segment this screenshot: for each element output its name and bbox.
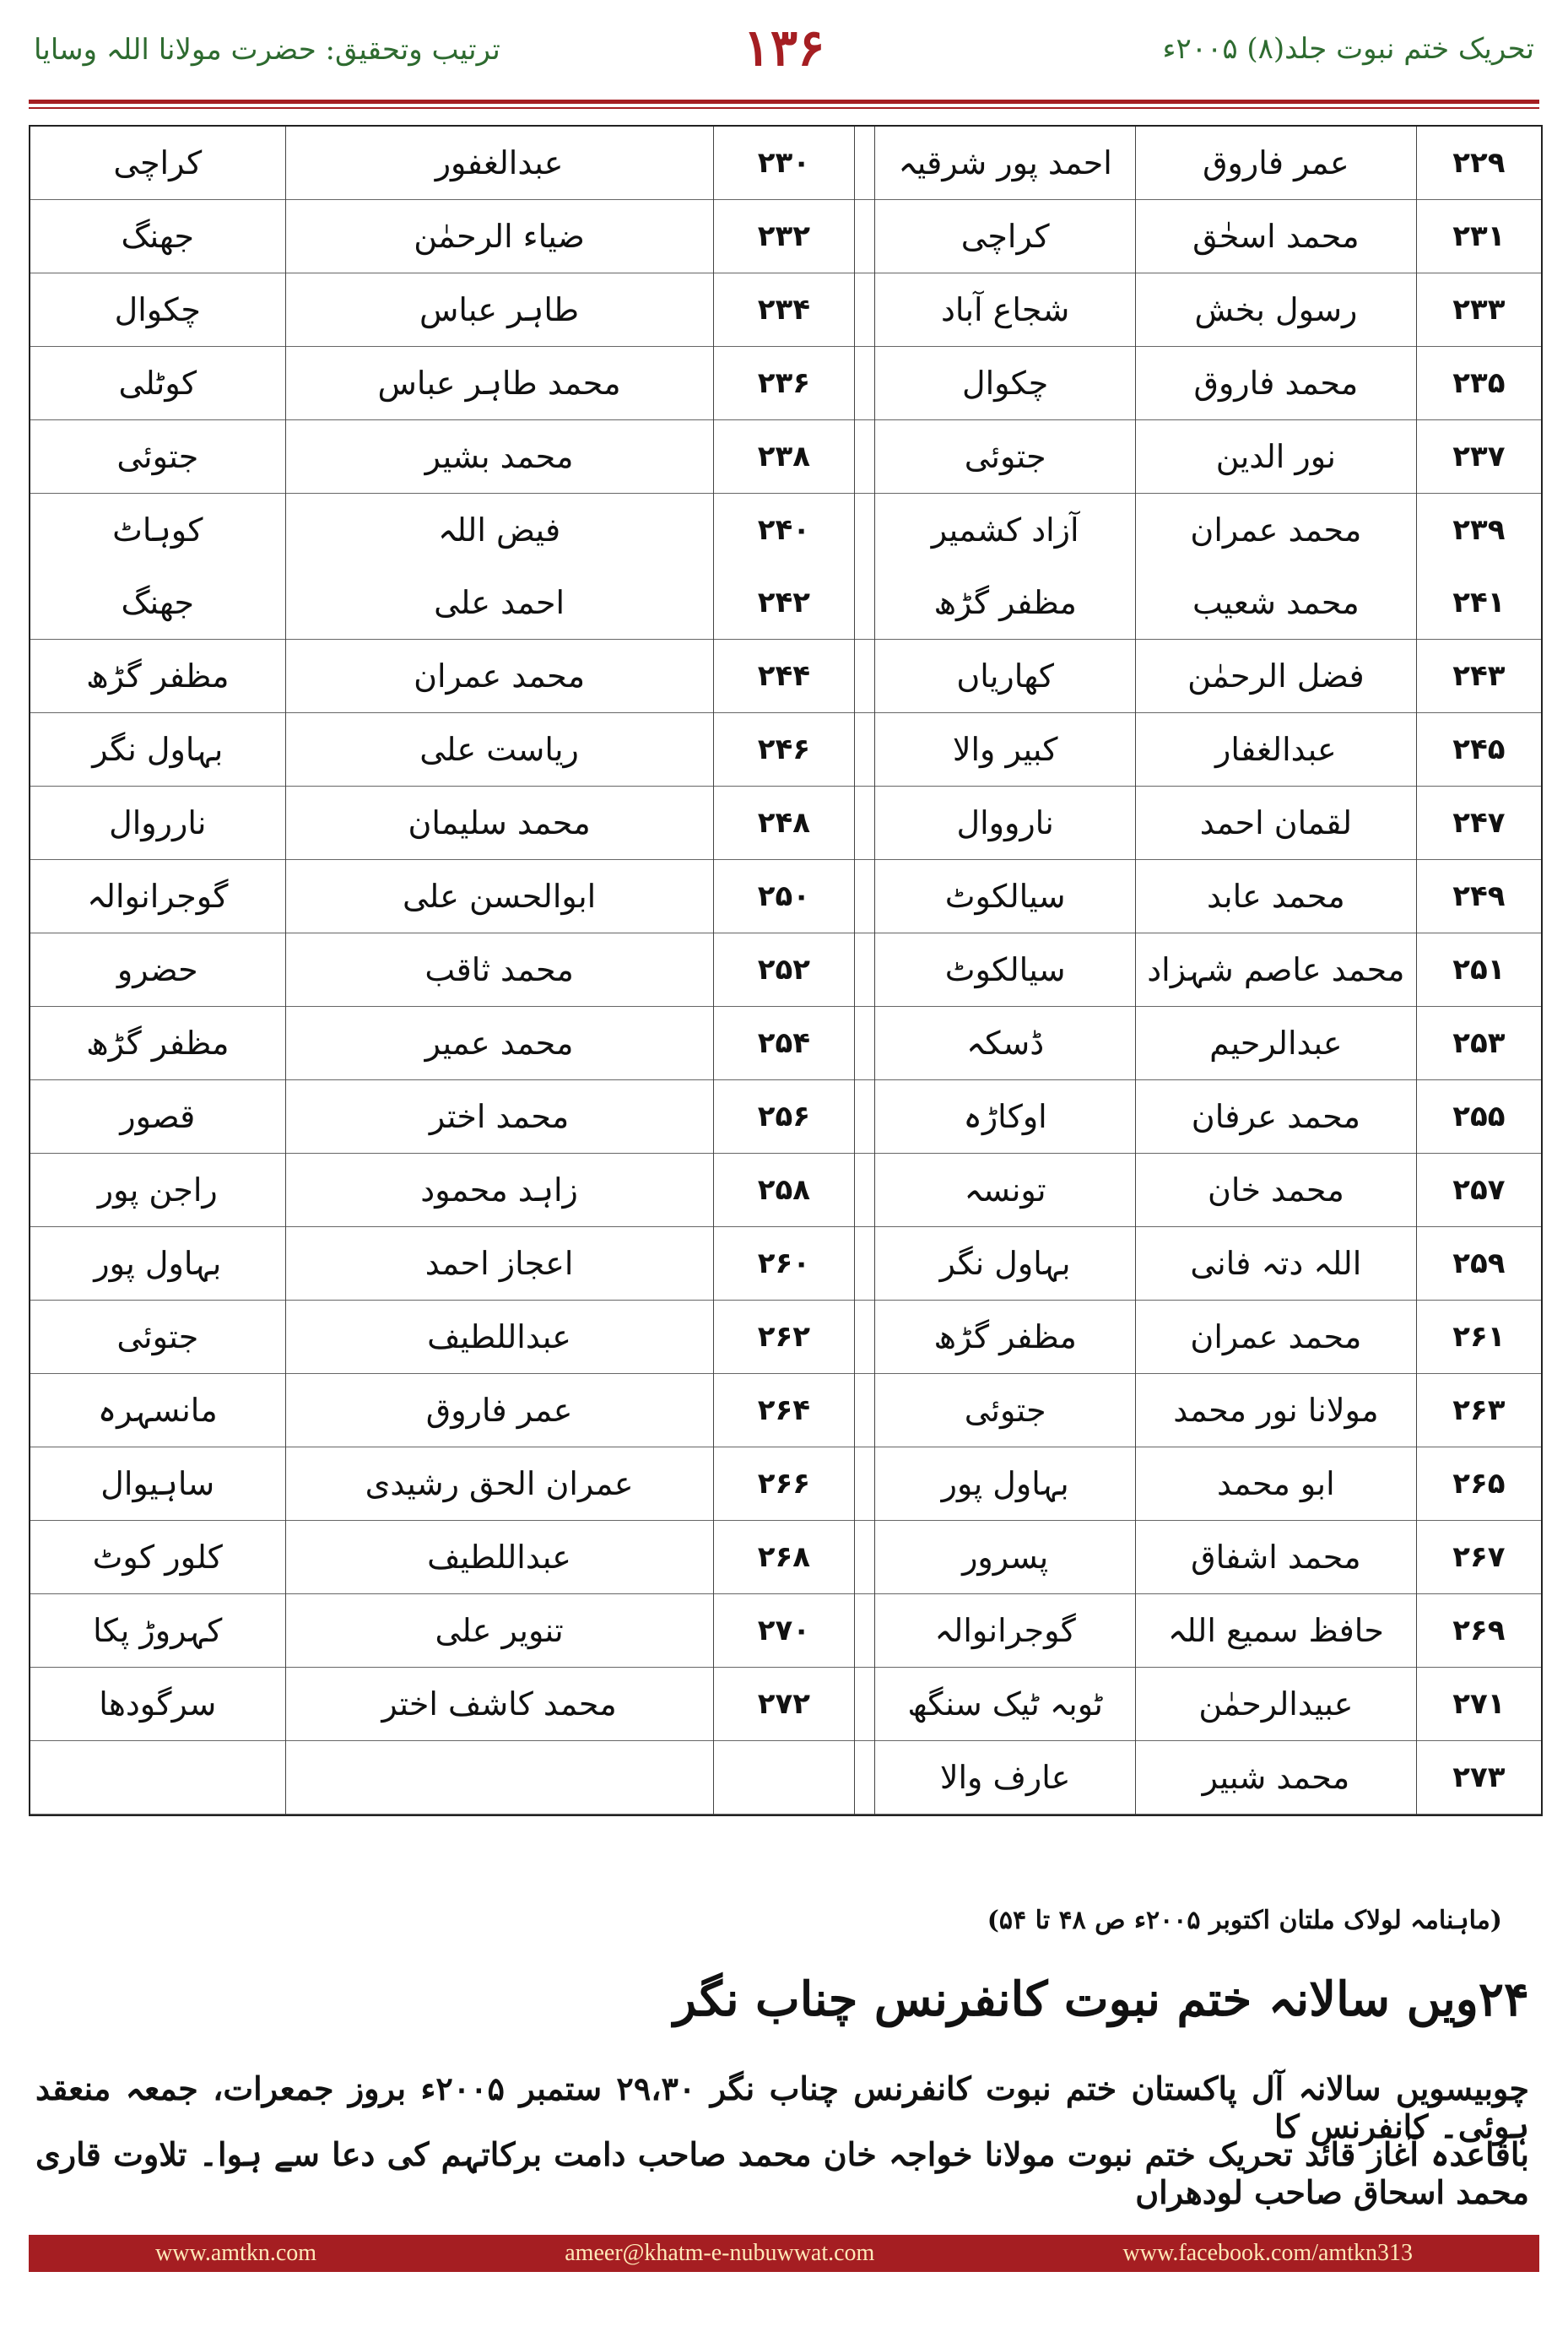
serial-cell: ۲۴۰: [713, 494, 855, 567]
place-cell: قصور: [30, 1080, 285, 1154]
gap-cell: [855, 1080, 875, 1154]
table-row: [30, 1741, 1541, 1815]
serial-cell: محمد عمیر: [285, 1007, 713, 1080]
gap-cell: [855, 566, 875, 640]
serial-cell: ۲۳۶: [713, 347, 855, 420]
serial-cell: محمد ثاقب: [285, 933, 713, 1007]
table-row: [30, 420, 1541, 494]
serial-cell: محمد عابد: [1135, 860, 1416, 933]
serial-cell: [285, 1741, 713, 1815]
place-cell: کوہاٹ: [30, 494, 285, 567]
footer-bar: [29, 2235, 1539, 2272]
place-cell: ڈسکہ: [875, 1007, 1136, 1080]
section-heading: ۲۴ویں سالانہ ختم نبوت کانفرنس چناب نگر: [673, 1971, 1529, 2027]
table-row: [30, 787, 1541, 860]
serial-cell: اعجاز احمد: [285, 1227, 713, 1301]
place-cell: کبیر والا: [875, 713, 1136, 787]
names-table: [29, 125, 1543, 1816]
place-cell: جھنگ: [30, 200, 285, 273]
serial-cell: ۲۴۱: [1452, 586, 1506, 619]
table-row: [30, 494, 1541, 567]
place-cell: کراچی: [875, 200, 1136, 273]
place-cell: کلور کوٹ: [30, 1521, 285, 1594]
header-rule-thin: [29, 107, 1539, 109]
serial-cell: ۲۶۳: [1452, 1393, 1506, 1427]
serial-cell: عبدالغفار: [1135, 713, 1416, 787]
serial-cell: عبداللطیف: [285, 1521, 713, 1594]
table-row: [30, 933, 1541, 1007]
serial-cell: عبدالرحیم: [1135, 1007, 1416, 1080]
serial-cell: ۲۵۰: [713, 860, 855, 933]
table-row: [30, 1301, 1541, 1374]
serial-cell: ۲۶۶: [713, 1447, 855, 1521]
serial-cell: ابوالحسن علی: [285, 860, 713, 933]
serial-cell: ابو محمد: [1135, 1447, 1416, 1521]
serial-cell: محمد عرفان: [1135, 1080, 1416, 1154]
table-row: [30, 1594, 1541, 1668]
serial-cell: تنویر علی: [285, 1594, 713, 1668]
place-cell: جتوئی: [875, 420, 1136, 494]
footer-facebook-link[interactable]: www.facebook.com/amtkn313: [1122, 2240, 1413, 2266]
serial-cell: ضیاء الرحمٰن: [285, 200, 713, 273]
serial-cell: ۲۵۱: [1452, 953, 1506, 987]
gap-cell: [855, 1007, 875, 1080]
serial-cell: مولانا نور محمد: [1135, 1374, 1416, 1447]
serial-cell: ۲۳۷: [1452, 440, 1506, 473]
place-cell: گوجرانوالہ: [875, 1594, 1136, 1668]
serial-cell: اللہ دتہ فانی: [1135, 1227, 1416, 1301]
table-row: [30, 1154, 1541, 1227]
place-cell: مظفر گڑھ: [875, 566, 1136, 640]
gap-cell: [855, 1447, 875, 1521]
serial-cell: ۲۶۸: [713, 1521, 855, 1594]
gap-cell: [855, 1521, 875, 1594]
place-cell: کراچی: [30, 127, 285, 200]
place-cell: راجن پور: [30, 1154, 285, 1227]
serial-cell: [713, 1741, 855, 1815]
serial-cell: طاہر عباس: [285, 273, 713, 347]
gap-cell: [855, 347, 875, 420]
serial-cell: ۲۳۲: [713, 200, 855, 273]
table-row: [30, 1227, 1541, 1301]
gap-cell: [855, 1594, 875, 1668]
table-row: [30, 127, 1541, 200]
table-row: [30, 200, 1541, 273]
serial-cell: ۲۷۱: [1452, 1687, 1506, 1721]
place-cell: چکوال: [875, 347, 1136, 420]
serial-cell: محمد اشفاق: [1135, 1521, 1416, 1594]
place-cell: جتوئی: [30, 1301, 285, 1374]
place-cell: پسرور: [875, 1521, 1136, 1594]
serial-cell: محمد بشیر: [285, 420, 713, 494]
serial-cell: محمد شعیب: [1135, 566, 1416, 640]
serial-cell: محمد شبیر: [1135, 1741, 1416, 1815]
gap-cell: [855, 1154, 875, 1227]
serial-cell: محمد فاروق: [1135, 347, 1416, 420]
header-book-title: تحریک ختم نبوت جلد(۸) ۲۰۰۵ء: [1162, 32, 1534, 66]
place-cell: مانسہرہ: [30, 1374, 285, 1447]
place-cell: شجاع آباد: [875, 273, 1136, 347]
gap-cell: [855, 933, 875, 1007]
place-cell: کہروڑ پکا: [30, 1594, 285, 1668]
place-cell: چکوال: [30, 273, 285, 347]
serial-cell: عبیدالرحمٰن: [1135, 1668, 1416, 1741]
serial-cell: محمد کاشف اختر: [285, 1668, 713, 1741]
serial-cell: ۲۳۳: [1452, 293, 1506, 327]
serial-cell: ۲۴۶: [713, 713, 855, 787]
gap-cell: [855, 127, 875, 200]
serial-cell: ۲۵۸: [713, 1154, 855, 1227]
serial-cell: ۲۳۸: [713, 420, 855, 494]
page-header: [0, 0, 1568, 101]
table-row: [30, 566, 1541, 640]
place-cell: تونسہ: [875, 1154, 1136, 1227]
serial-cell: ۲۴۵: [1452, 733, 1506, 766]
table-row: [30, 860, 1541, 933]
place-cell: بہاول نگر: [30, 713, 285, 787]
serial-cell: محمد عمران: [285, 640, 713, 713]
source-citation: (ماہنامہ لولاک ملتان اکتوبر ۲۰۰۵ء ص ۴۸ تا ۵۴): [987, 1906, 1502, 1935]
gap-cell: [855, 713, 875, 787]
gap-cell: [855, 1374, 875, 1447]
serial-cell: عمر فاروق: [285, 1374, 713, 1447]
serial-cell: محمد سلیمان: [285, 787, 713, 860]
serial-cell: ۲۶۱: [1452, 1320, 1506, 1354]
serial-cell: ۲۶۹: [1452, 1614, 1506, 1647]
serial-cell: ۲۳۵: [1452, 366, 1506, 400]
place-cell: سیالکوٹ: [875, 860, 1136, 933]
serial-cell: محمد خان: [1135, 1154, 1416, 1227]
serial-cell: ۲۴۸: [713, 787, 855, 860]
serial-cell: محمد طاہر عباس: [285, 347, 713, 420]
serial-cell: ۲۴۲: [713, 566, 855, 640]
serial-cell: محمد اسحٰق: [1135, 200, 1416, 273]
place-cell: سرگودھا: [30, 1668, 285, 1741]
place-cell: ٹوبہ ٹیک سنگھ: [875, 1668, 1136, 1741]
table-row: [30, 713, 1541, 787]
serial-cell: حافظ سمیع اللہ: [1135, 1594, 1416, 1668]
serial-cell: ۲۳۹: [1452, 513, 1506, 547]
serial-cell: ۲۶۴: [713, 1374, 855, 1447]
serial-cell: رسول بخش: [1135, 273, 1416, 347]
serial-cell: عمر فاروق: [1135, 127, 1416, 200]
serial-cell: ۲۵۳: [1452, 1026, 1506, 1060]
footer-email-link[interactable]: ameer@khatm-e-nubuwwat.com: [565, 2240, 875, 2266]
table-row: [30, 1007, 1541, 1080]
gap-cell: [855, 273, 875, 347]
table-row: [30, 1374, 1541, 1447]
place-cell: جھنگ: [30, 566, 285, 640]
serial-cell: عبداللطیف: [285, 1301, 713, 1374]
place-cell: بہاول پور: [30, 1227, 285, 1301]
serial-cell: ۲۵۷: [1452, 1173, 1506, 1207]
gap-cell: [855, 1301, 875, 1374]
serial-cell: ریاست علی: [285, 713, 713, 787]
gap-cell: [855, 860, 875, 933]
gap-cell: [855, 494, 875, 567]
serial-cell: نور الدین: [1135, 420, 1416, 494]
serial-cell: محمد عمران: [1135, 1301, 1416, 1374]
serial-cell: عبدالغفور: [285, 127, 713, 200]
serial-cell: ۲۵۲: [713, 933, 855, 1007]
serial-cell: ۲۵۹: [1452, 1247, 1506, 1280]
serial-cell: ۲۴۹: [1452, 879, 1506, 913]
serial-cell: ۲۴۳: [1452, 659, 1506, 693]
place-cell: گوجرانوالہ: [30, 860, 285, 933]
place-cell: حضرو: [30, 933, 285, 1007]
place-cell: کوٹلی: [30, 347, 285, 420]
table-row: [30, 1668, 1541, 1741]
serial-cell: ۲۳۴: [713, 273, 855, 347]
serial-cell: زاہد محمود: [285, 1154, 713, 1227]
table-row: [30, 347, 1541, 420]
gap-cell: [855, 640, 875, 713]
place-cell: بہاول نگر: [875, 1227, 1136, 1301]
serial-cell: ۲۷۳: [1452, 1761, 1506, 1794]
serial-cell: ۲۵۵: [1452, 1100, 1506, 1133]
table-row: [30, 640, 1541, 713]
serial-cell: لقمان احمد: [1135, 787, 1416, 860]
table-row: [30, 1521, 1541, 1594]
serial-cell: ۲۳۱: [1452, 219, 1506, 253]
place-cell: سیالکوٹ: [875, 933, 1136, 1007]
table-row: [30, 273, 1541, 347]
place-cell: مظفر گڑھ: [875, 1301, 1136, 1374]
gap-cell: [855, 1741, 875, 1815]
place-cell: عارف والا: [875, 1741, 1136, 1815]
serial-cell: ۲۷۲: [713, 1668, 855, 1741]
gap-cell: [855, 420, 875, 494]
header-rule: [29, 100, 1539, 104]
serial-cell: ۲۵۴: [713, 1007, 855, 1080]
serial-cell: ۲۷۰: [713, 1594, 855, 1668]
serial-cell: ۲۶۲: [713, 1301, 855, 1374]
table-row: [30, 1447, 1541, 1521]
place-cell: مظفر گڑھ: [30, 1007, 285, 1080]
serial-cell: محمد اختر: [285, 1080, 713, 1154]
place-cell: نارروال: [30, 787, 285, 860]
footer-site-link[interactable]: www.amtkn.com: [155, 2240, 317, 2266]
table-row: [30, 1080, 1541, 1154]
place-cell: [30, 1741, 285, 1815]
paragraph-line-2: باقاعدہ آغاز قائد تحریک ختم نبوت مولانا خواجہ خان محمد صاحب دامت برکاتہم کی دعا سے ہوا۔ تلاوت قاری محمد اسحاق صاحب لودھراں: [35, 2135, 1529, 2211]
place-cell: مظفر گڑھ: [30, 640, 285, 713]
serial-cell: عمران الحق رشیدی: [285, 1447, 713, 1521]
place-cell: جتوئی: [875, 1374, 1136, 1447]
serial-cell: محمد عمران: [1135, 494, 1416, 567]
place-cell: نارووال: [875, 787, 1136, 860]
serial-cell: فیض اللہ: [285, 494, 713, 567]
page-number: ۱۳۶: [743, 19, 825, 78]
serial-cell: ۲۶۷: [1452, 1540, 1506, 1574]
serial-cell: ۲۴۷: [1452, 806, 1506, 840]
gap-cell: [855, 787, 875, 860]
gap-cell: [855, 1668, 875, 1741]
serial-cell: ۲۳۰: [713, 127, 855, 200]
place-cell: جتوئی: [30, 420, 285, 494]
place-cell: ساہیوال: [30, 1447, 285, 1521]
gap-cell: [855, 1227, 875, 1301]
paragraph-line-1: چوبیسویں سالانہ آل پاکستان ختم نبوت کانفرنس چناب نگر ۲۹،۳۰ ستمبر ۲۰۰۵ء بروز جمعرات، جمعہ منعقد ہوئی۔ کانفرنس کا: [35, 2069, 1530, 2145]
serial-cell: ۲۵۶: [713, 1080, 855, 1154]
place-cell: اوکاڑہ: [875, 1080, 1136, 1154]
serial-cell: ۲۶۰: [713, 1227, 855, 1301]
place-cell: بہاول پور: [875, 1447, 1136, 1521]
serial-cell: محمد عاصم شہزاد: [1135, 933, 1416, 1007]
serial-cell: احمد علی: [285, 566, 713, 640]
serial-cell: ۲۶۵: [1452, 1467, 1506, 1501]
place-cell: احمد پور شرقیہ: [875, 127, 1136, 200]
serial-cell: فضل الرحمٰن: [1135, 640, 1416, 713]
place-cell: کھاریاں: [875, 640, 1136, 713]
serial-cell: ۲۴۴: [713, 640, 855, 713]
serial-cell: ۲۲۹: [1452, 146, 1506, 180]
gap-cell: [855, 200, 875, 273]
header-compiler: ترتیب وتحقیق: حضرت مولانا اللہ وسایا: [34, 33, 500, 67]
place-cell: آزاد کشمیر: [875, 494, 1136, 567]
